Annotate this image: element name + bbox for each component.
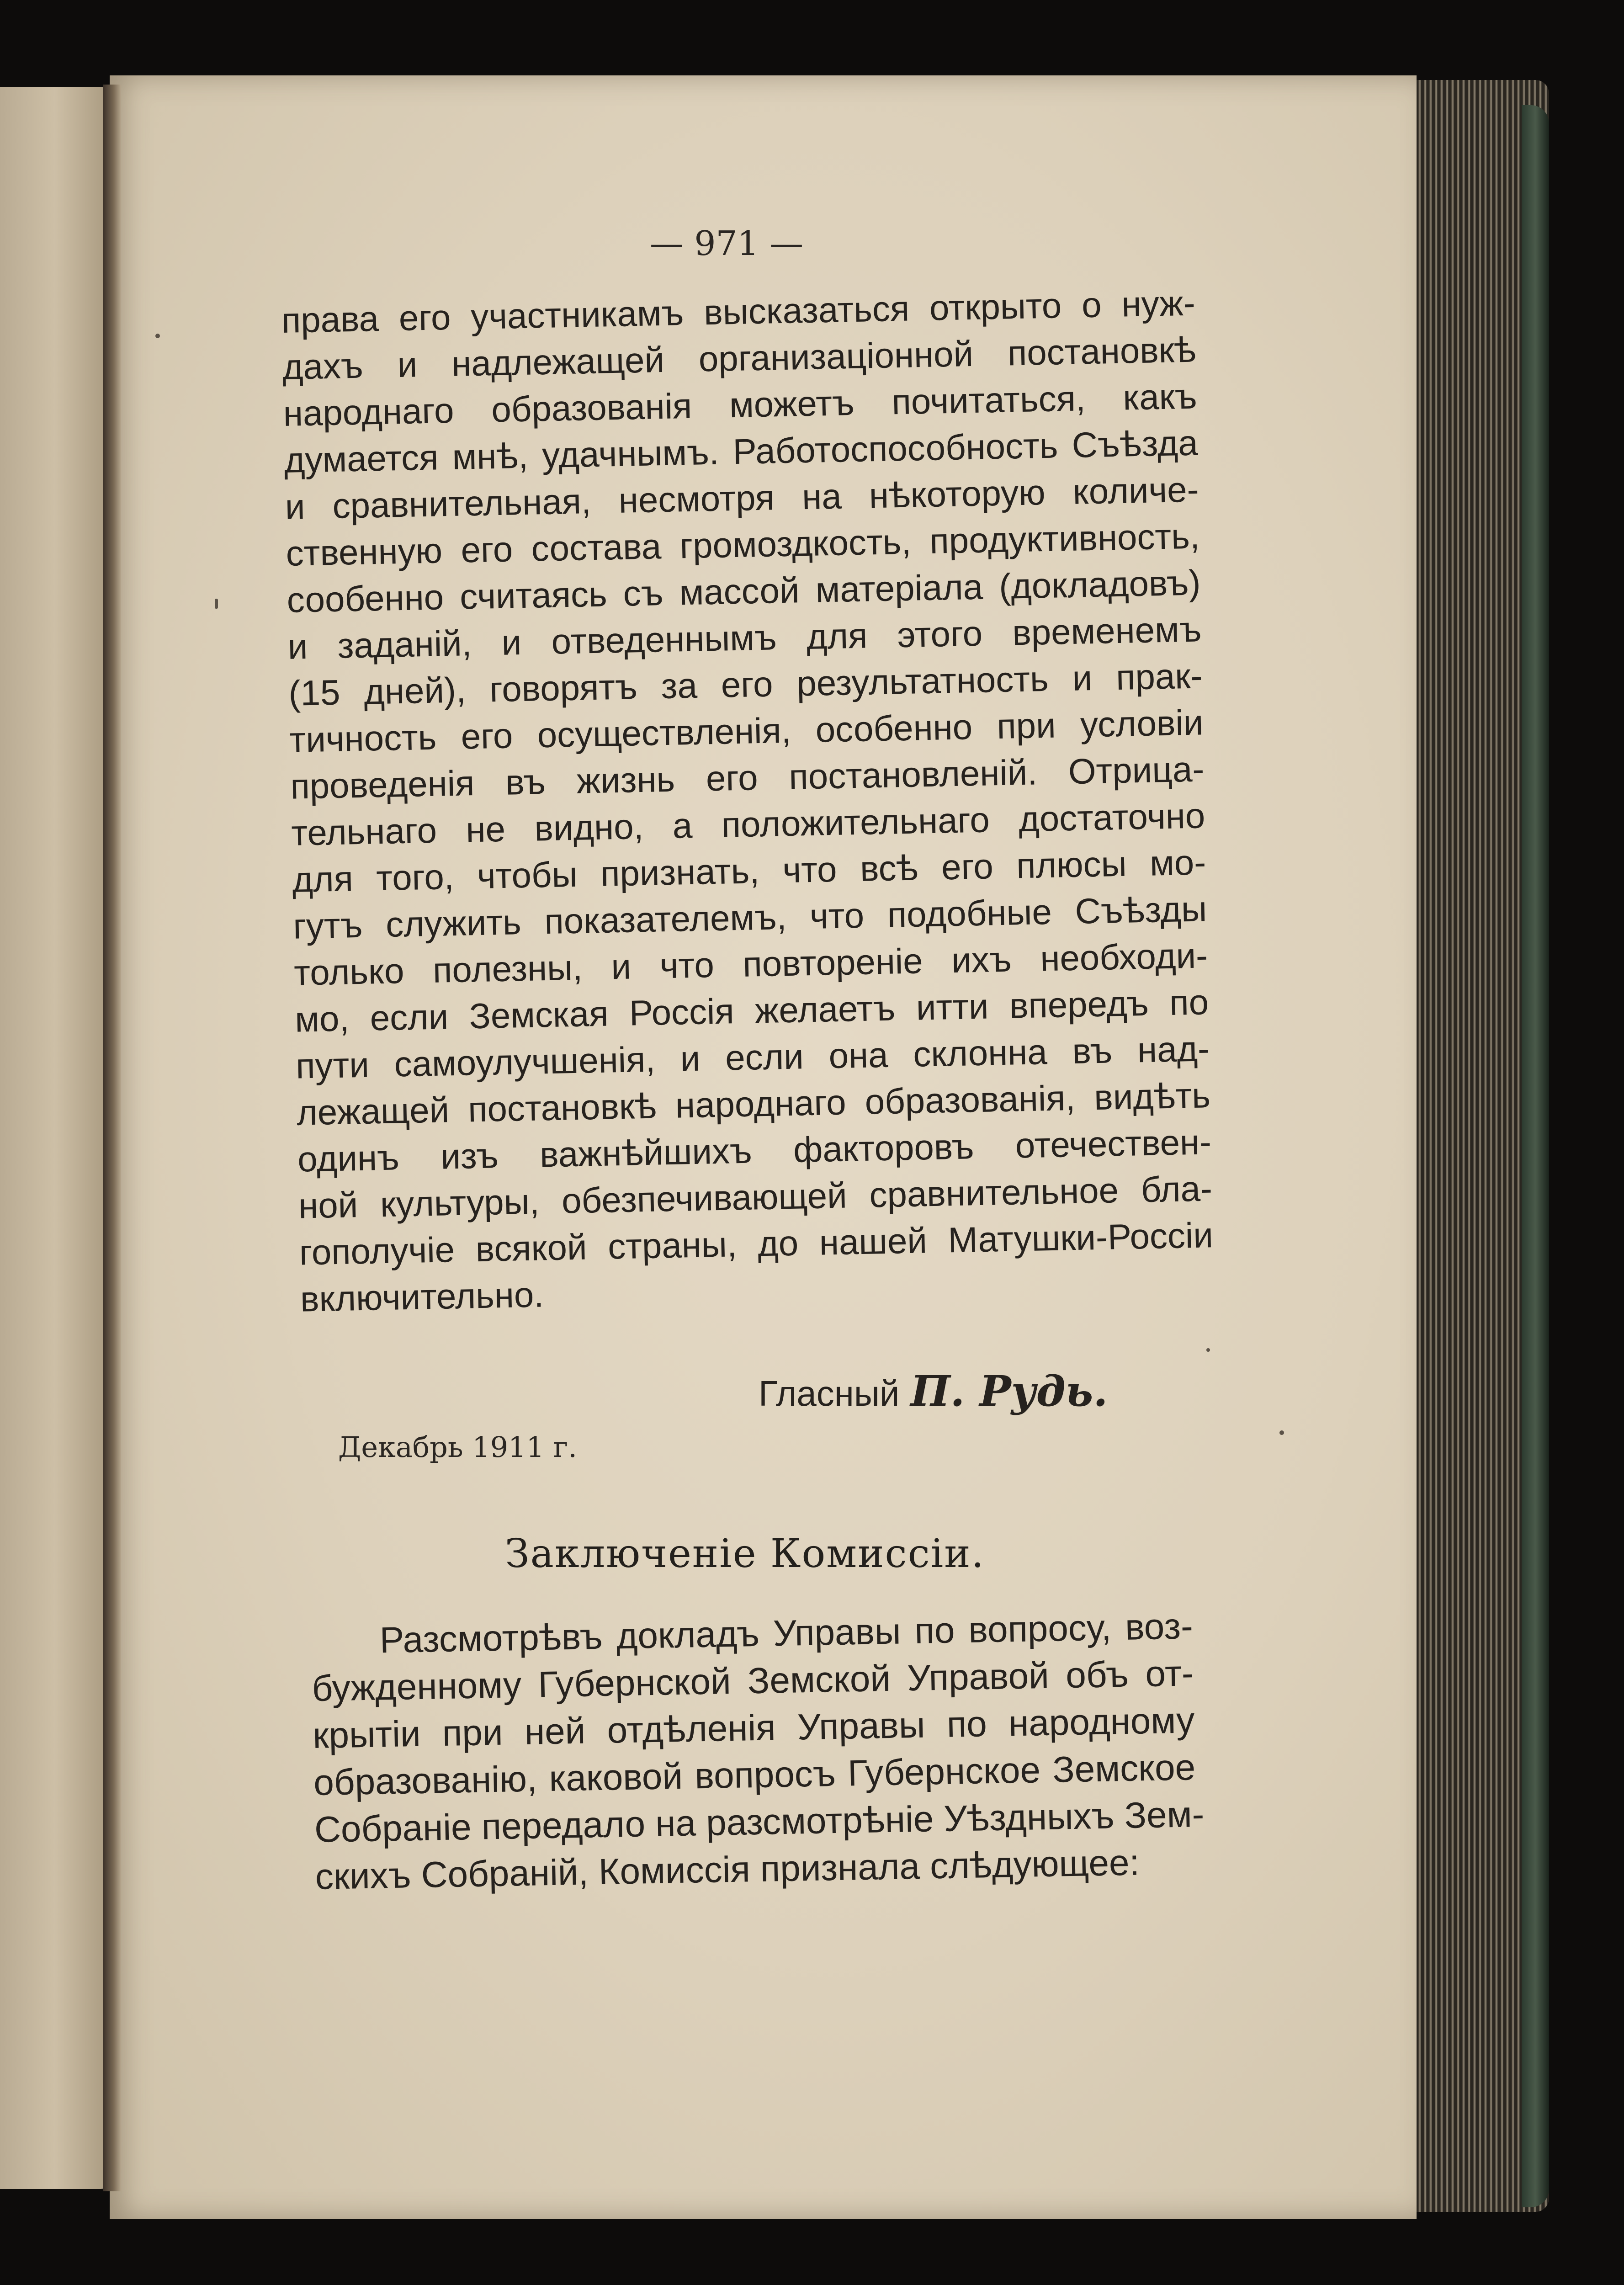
signature-title: Гласный <box>759 1373 900 1414</box>
text-line: тельнаго не видно, а положительнаго достаточно <box>291 795 1205 853</box>
text-line: и сравнительная, несмотря на нѣкоторую количе- <box>284 469 1199 527</box>
text-line: Разсмотрѣвъ докладъ Управы по вопросу, воз- <box>379 1605 1194 1661</box>
signature-name: П. Рудь. <box>910 1366 1108 1416</box>
text-line: пути самоулучшенія, и если она склонна въ над- <box>295 1028 1210 1086</box>
text-line: скихъ Собраній, Комиссія признала слѣдующее: <box>315 1842 1140 1897</box>
text-line: Собраніе передало на разсмотрѣніе Уѣздныхъ Зем- <box>314 1793 1205 1850</box>
text-line: образованію, каковой вопросъ Губернское Земское <box>313 1747 1196 1803</box>
section-title: Заключеніе Комиссіи. <box>505 1531 985 1577</box>
text-line: включительно. <box>300 1274 544 1319</box>
previous-page-edge <box>0 87 110 2189</box>
book-cover-edge <box>1522 105 1549 2207</box>
page-speck <box>215 599 218 609</box>
text-line: мо, если Земская Россія желаетъ итти впередъ по <box>294 982 1209 1040</box>
text-line: гополучіе всякой страны, до нашей Матушки-Россіи <box>299 1215 1214 1273</box>
text-line: сообенно считаясь съ массой матеріала (докладовъ) <box>286 562 1201 620</box>
text-line: для того, чтобы признать, что всѣ его плюсы мо- <box>292 842 1206 900</box>
text-line: только полезны, и что повтореніе ихъ необходи- <box>293 935 1208 993</box>
text-line: права его участникамъ высказаться открыто о нуж- <box>281 282 1196 340</box>
conclusion-paragraph <box>311 1602 1205 1900</box>
book-gutter <box>103 85 121 2191</box>
page-speck <box>1206 1348 1210 1352</box>
text-line: тичность его осуществленія, особенно при условіи <box>289 702 1204 760</box>
text-line: думается мнѣ, удачнымъ. Работоспособность Съѣзда <box>284 422 1199 480</box>
page-speck <box>155 334 160 338</box>
text-line: гутъ служить показателемъ, что подобные Съѣзды <box>292 888 1207 946</box>
text-line: крытіи при ней отдѣленія Управы по народному <box>312 1700 1195 1756</box>
signature-block <box>759 1366 1108 1416</box>
page-speck <box>1279 1430 1284 1435</box>
text-line: бужденному Губернской Земской Управой объ от- <box>311 1653 1194 1709</box>
text-line: лежащей постановкѣ народнаго образованія, видѣть <box>296 1075 1211 1133</box>
text-line: проведенія въ жизнь его постановленій. Отрица- <box>290 749 1205 807</box>
text-line: и заданій, и отведеннымъ для этого временемъ <box>287 609 1202 667</box>
text-line: ственную его состава громоздкость, продуктивность, <box>285 515 1200 574</box>
text-line: дахъ и надлежащей организаціонной постановкѣ <box>282 329 1197 387</box>
text-line: (15 дней), говорятъ за его результатность и прак- <box>288 655 1203 713</box>
text-line: народнаго образованія можетъ почитаться, какъ <box>283 376 1198 434</box>
text-line: одинъ изъ важнѣйшихъ факторовъ отечествен- <box>297 1121 1212 1180</box>
text-line: ной культуры, обезпечивающей сравнительное бла- <box>298 1168 1213 1226</box>
body-paragraph <box>281 280 1215 1323</box>
date-line: Декабрь 1911 г. <box>338 1430 577 1464</box>
page-number: — 971 — <box>649 224 804 263</box>
